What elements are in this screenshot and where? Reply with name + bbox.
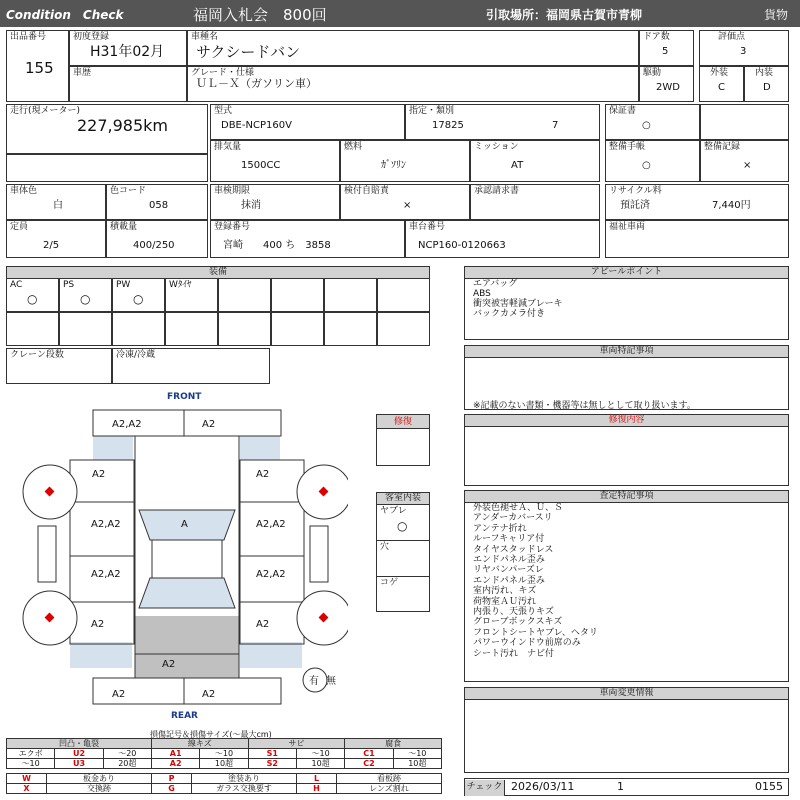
damage-windshield: A	[181, 519, 188, 530]
equipment-pw	[112, 278, 165, 312]
legend-size: 20超	[103, 759, 151, 769]
recycle-fee: 7,440円	[712, 200, 751, 211]
legend-size: ～10	[200, 749, 248, 759]
grade-box	[187, 66, 639, 102]
designation: 17825	[432, 120, 464, 131]
legend-code-u2: U2	[55, 749, 103, 759]
legend-size: ～10	[7, 759, 55, 769]
check-date: 2026/03/11	[511, 780, 575, 793]
ac-label: AC	[10, 280, 23, 290]
doors-box	[639, 30, 694, 66]
empty-box-b	[700, 104, 789, 140]
legend-code-a2: A2	[151, 759, 199, 769]
cabin-tear-value: ○	[397, 519, 408, 533]
drive: 2WD	[656, 82, 680, 93]
damage-rear-panel: A2	[162, 659, 176, 670]
inspector-line: タイヤスタッドレス	[473, 544, 554, 555]
cabin-hole-row	[377, 541, 429, 577]
legend-code-a1: A1	[151, 749, 199, 759]
equipment-slot-12	[165, 312, 218, 346]
body-color-box	[6, 184, 106, 220]
legend-code-g: G	[152, 784, 192, 794]
warranty: ○	[642, 120, 651, 131]
equipment-slot-14	[271, 312, 324, 346]
load-label: 積載量	[110, 222, 138, 232]
special-notes-panel	[464, 345, 789, 410]
legend-glass: ガラス交換要す	[192, 784, 297, 794]
check-label: チェック	[465, 780, 505, 796]
cabin-burn-row	[377, 577, 429, 611]
cabin-title: 客室内装	[377, 493, 429, 505]
warranty-label: 保証書	[609, 106, 637, 116]
model-box	[210, 104, 405, 140]
inspector-line: 内張り、天張りキズ	[473, 607, 554, 618]
equipment-slot-11	[112, 312, 165, 346]
legend-code-l: L	[297, 774, 337, 784]
appeal-line: エアバッグ	[473, 279, 518, 289]
legend-code-x: X	[7, 784, 47, 794]
self-payment-label: 検付自賠責	[344, 186, 390, 196]
equipment-slot-5	[218, 278, 271, 312]
inspection-box	[210, 184, 340, 220]
check-number: 0155	[755, 780, 783, 793]
mission-box	[470, 140, 600, 182]
legend-size: 10超	[393, 759, 441, 769]
body-color: 白	[53, 200, 63, 211]
chassis-number: NCP160-0120663	[418, 240, 506, 251]
legend-group-dent: 凹凸・亀裂	[7, 739, 152, 749]
repair-title: 修復	[377, 415, 429, 429]
special-notes-title: 車両特記事項	[465, 346, 788, 358]
legend-size: 10超	[200, 759, 248, 769]
approval-label: 承認請求書	[474, 186, 520, 196]
lot-number-box	[6, 30, 69, 102]
legend-size: ～10	[296, 749, 344, 759]
inspector-line: エンドパネル歪み	[473, 555, 545, 566]
legend-code-c1: C1	[345, 749, 393, 759]
displacement-box	[210, 140, 340, 182]
vehicle-category: 貨物	[764, 8, 789, 22]
equipment-slot-13	[218, 312, 271, 346]
spare-tire-none: 無	[326, 676, 336, 687]
legend-size: 10超	[296, 759, 344, 769]
self-payment-box	[340, 184, 470, 220]
registration-number-box	[210, 220, 405, 258]
legend-sheet-metal: 板金あり	[47, 774, 152, 784]
cabin-hole-label: 穴	[380, 542, 390, 552]
lot-number: 155	[25, 59, 54, 77]
inspector-line: 外装色褪せＡ、Ｕ、Ｓ	[473, 503, 564, 513]
crane-label: クレーン段数	[10, 350, 64, 360]
maintenance-record-box	[700, 140, 789, 182]
inspector-line: アンテナ折れ	[473, 523, 527, 534]
inspector-line: フロントシートヤブレ、ヘタリ	[473, 627, 598, 638]
lot-number-label: 出品番号	[10, 32, 47, 42]
vehicle-change-title: 車両変更情報	[465, 688, 788, 700]
car-name-box	[187, 30, 639, 66]
inspector-line: アンダーカバースリ	[473, 513, 553, 524]
score: 3	[740, 46, 747, 57]
score-box	[699, 30, 789, 66]
doors-label: ドア数	[643, 32, 670, 42]
equipment-slot-16	[377, 312, 430, 346]
equipment-slot-10	[59, 312, 112, 346]
legend-paint: 塗装あり	[192, 774, 297, 784]
first-registration-box	[69, 30, 187, 66]
inspection-label: 車検期限	[214, 186, 251, 196]
repair-detail-title: 修復内容	[465, 415, 788, 427]
pw-label: PW	[116, 280, 131, 290]
inspector-line: リヤバンパーズレ	[473, 565, 544, 576]
pickup-location: 引取場所：福岡県古賀市青柳	[486, 8, 643, 22]
appeal-lines	[473, 279, 563, 319]
registration-number: 宮崎 400 ち 3858	[223, 240, 331, 251]
approval-box	[470, 184, 600, 220]
top-bar	[0, 0, 800, 27]
legend-sign: 看板跡	[337, 774, 442, 784]
legend-code-u3: U3	[55, 759, 103, 769]
damage-quarter-rear-right: A2	[256, 619, 270, 630]
car-diagram	[18, 404, 348, 710]
cabin-panel	[376, 492, 430, 612]
color-code: 058	[149, 200, 169, 211]
pw-value: ○	[133, 292, 144, 306]
capacity-box	[6, 220, 106, 258]
legend-replaced: 交換跡	[47, 784, 152, 794]
history-label: 車歴	[73, 68, 92, 78]
legend-code-p: P	[152, 774, 192, 784]
exterior-label: 外装	[710, 68, 729, 78]
maintenance-record-label: 整備記録	[704, 142, 741, 152]
car-name: サクシードバン	[196, 43, 301, 61]
recycle-label: リサイクル料	[609, 186, 662, 196]
exterior-score: C	[718, 82, 725, 93]
equipment-grid	[6, 278, 430, 346]
w-tire-label: Wﾀｲﾔ	[169, 280, 192, 290]
capacity: 2/5	[43, 240, 60, 251]
damage-front-bumper-right: A2	[202, 419, 216, 430]
warranty-box	[605, 104, 700, 140]
inspector-line: グローブボックスキズ	[473, 617, 563, 628]
history-box	[69, 66, 187, 102]
equipment-title: 装備	[7, 267, 429, 279]
inspector-line: シート汚れ ナビ付	[473, 648, 555, 659]
fuel: ｶﾞｿﾘﾝ	[381, 160, 406, 171]
inspector-line: 荷物室ＡＵ汚れ	[473, 596, 537, 607]
first-registration: H31年02月	[90, 44, 165, 60]
legend-title: 損傷記号＆損傷サイズ(～最大cm)	[150, 730, 272, 739]
mission-label: ミッション	[474, 142, 519, 152]
check-row	[464, 778, 789, 796]
empty-box-a	[6, 154, 208, 182]
appeal-line: 衝突被害軽減ブレーキ	[473, 299, 563, 309]
ac-value: ○	[27, 292, 38, 306]
displacement: 1500CC	[241, 160, 281, 171]
welfare-box	[605, 220, 789, 258]
damage-quarter-rear-left: A2	[91, 619, 105, 630]
inspection: 抹消	[241, 200, 261, 211]
auction-title: 福岡入札会 800回	[193, 6, 327, 24]
equipment-w-tire	[165, 278, 218, 312]
legend-lens: レンズ割れ	[337, 784, 442, 794]
legend-code-c2: C2	[345, 759, 393, 769]
damage-door-rear-right: A2,A2	[256, 569, 286, 580]
legend-dimple: エクボ	[7, 749, 55, 759]
recycle-box	[605, 184, 789, 220]
exterior-box	[699, 66, 744, 102]
model-label: 型式	[214, 106, 233, 116]
inspector-notes-title: 査定特記事項	[465, 491, 788, 503]
vehicle-change-panel	[464, 687, 789, 773]
appeal-title: アピールポイント	[465, 267, 788, 279]
welfare-label: 福祉車両	[609, 222, 646, 232]
category-number: 7	[552, 120, 559, 131]
legend-size: ～20	[103, 749, 151, 759]
interior-label: 内装	[755, 68, 774, 78]
front-label: FRONT	[167, 392, 202, 402]
inspector-notes-panel	[464, 490, 789, 682]
recycle-status: 預託済	[620, 200, 650, 211]
equipment-slot-8	[377, 278, 430, 312]
legend-group-corrosion: 腐食	[345, 739, 442, 749]
mileage-label: 走行(現メーター)	[10, 106, 81, 116]
legend-group-scratch: 線キズ	[151, 739, 248, 749]
damage-front-bumper-left: A2,A2	[112, 419, 142, 430]
capacity-label: 定員	[10, 222, 29, 232]
appeal-line: バックカメラ付き	[473, 309, 546, 319]
grade-label: グレード・仕様	[191, 68, 255, 78]
appeal-line: ABS	[473, 289, 491, 299]
self-payment: ×	[403, 200, 412, 211]
equipment-slot-15	[324, 312, 377, 346]
legend-table	[6, 738, 442, 794]
cabin-burn-label: コゲ	[380, 578, 399, 588]
maintenance-book-label: 整備手帳	[609, 142, 646, 152]
inspector-line: エンドパネル歪み	[473, 575, 545, 586]
equipment-slot-7	[324, 278, 377, 312]
damage-door-rear-left: A2,A2	[91, 569, 121, 580]
first-registration-label: 初度登録	[73, 32, 110, 42]
model: DBE-NCP160V	[221, 120, 292, 131]
damage-door-front-right: A2,A2	[256, 519, 286, 530]
damage-rear-bumper-right: A2	[202, 689, 216, 700]
load-capacity: 400/250	[133, 240, 175, 251]
legend-code-w: W	[7, 774, 47, 784]
legend-code-h: H	[297, 784, 337, 794]
fridge-label: 冷凍/冷蔵	[116, 350, 156, 360]
repair-detail-panel	[464, 414, 789, 486]
interior-score: D	[763, 82, 771, 93]
color-code-box	[106, 184, 208, 220]
fuel-box	[340, 140, 470, 182]
maintenance-book: ○	[642, 160, 651, 171]
interior-box	[744, 66, 789, 102]
equipment-slot-6	[271, 278, 324, 312]
damage-fender-front-right: A2	[256, 469, 270, 480]
crane-box	[6, 348, 112, 384]
cabin-tear-row	[377, 505, 429, 541]
equipment-ps	[59, 278, 112, 312]
legend-code-s2: S2	[248, 759, 296, 769]
cabin-tear-label: ヤブレ	[380, 506, 407, 516]
mileage-box	[6, 104, 208, 154]
load-box	[106, 220, 208, 258]
damage-door-front-left: A2,A2	[91, 519, 121, 530]
ps-label: PS	[63, 280, 75, 290]
designation-label: 指定・類別	[409, 106, 455, 116]
rear-label: REAR	[171, 711, 198, 721]
damage-rear-bumper-left: A2	[112, 689, 126, 700]
designation-box	[405, 104, 600, 140]
car-name-label: 車種名	[191, 32, 219, 42]
body-color-label: 車体色	[10, 186, 38, 196]
registration-number-label: 登録番号	[214, 222, 251, 232]
displacement-label: 排気量	[214, 142, 242, 152]
ps-value: ○	[80, 292, 91, 306]
maintenance-record: ×	[743, 160, 752, 171]
appeal-panel	[464, 266, 789, 340]
fridge-box	[112, 348, 270, 384]
score-label: 評価点	[718, 32, 746, 42]
inspector-line: ルーフキャリア付	[473, 534, 545, 545]
check-count: 1	[617, 780, 624, 793]
legend-size: ～10	[393, 749, 441, 759]
legend-group-rust: サビ	[248, 739, 345, 749]
legend-code-s1: S1	[248, 749, 296, 759]
inspector-line: パワーウインドウ前席のみ	[473, 638, 581, 649]
condition-check-title: Condition Check	[6, 8, 124, 22]
chassis-box	[405, 220, 600, 258]
doors: 5	[662, 46, 669, 57]
special-notes-text: ※記載のない書類・機器等は無しとして取り扱います。	[473, 401, 696, 411]
maintenance-book-box	[605, 140, 700, 182]
fuel-label: 燃料	[344, 142, 363, 152]
repair-box	[376, 414, 430, 466]
grade: ＵＬ－Ｘ（ガソリン車）	[196, 77, 317, 90]
equipment-slot-9	[6, 312, 59, 346]
inspector-line: 室内汚れ、キズ	[473, 586, 537, 597]
spare-tire-yes: 有	[309, 676, 319, 687]
chassis-label: 車台番号	[409, 222, 446, 232]
drive-label: 駆動	[643, 68, 662, 78]
inspector-lines	[473, 503, 598, 659]
color-code-label: 色コード	[110, 186, 147, 196]
damage-fender-front-left: A2	[92, 469, 106, 480]
equipment-ac	[6, 278, 59, 312]
mileage: 227,985km	[77, 116, 169, 135]
drive-box	[639, 66, 694, 102]
mission: AT	[511, 160, 524, 171]
